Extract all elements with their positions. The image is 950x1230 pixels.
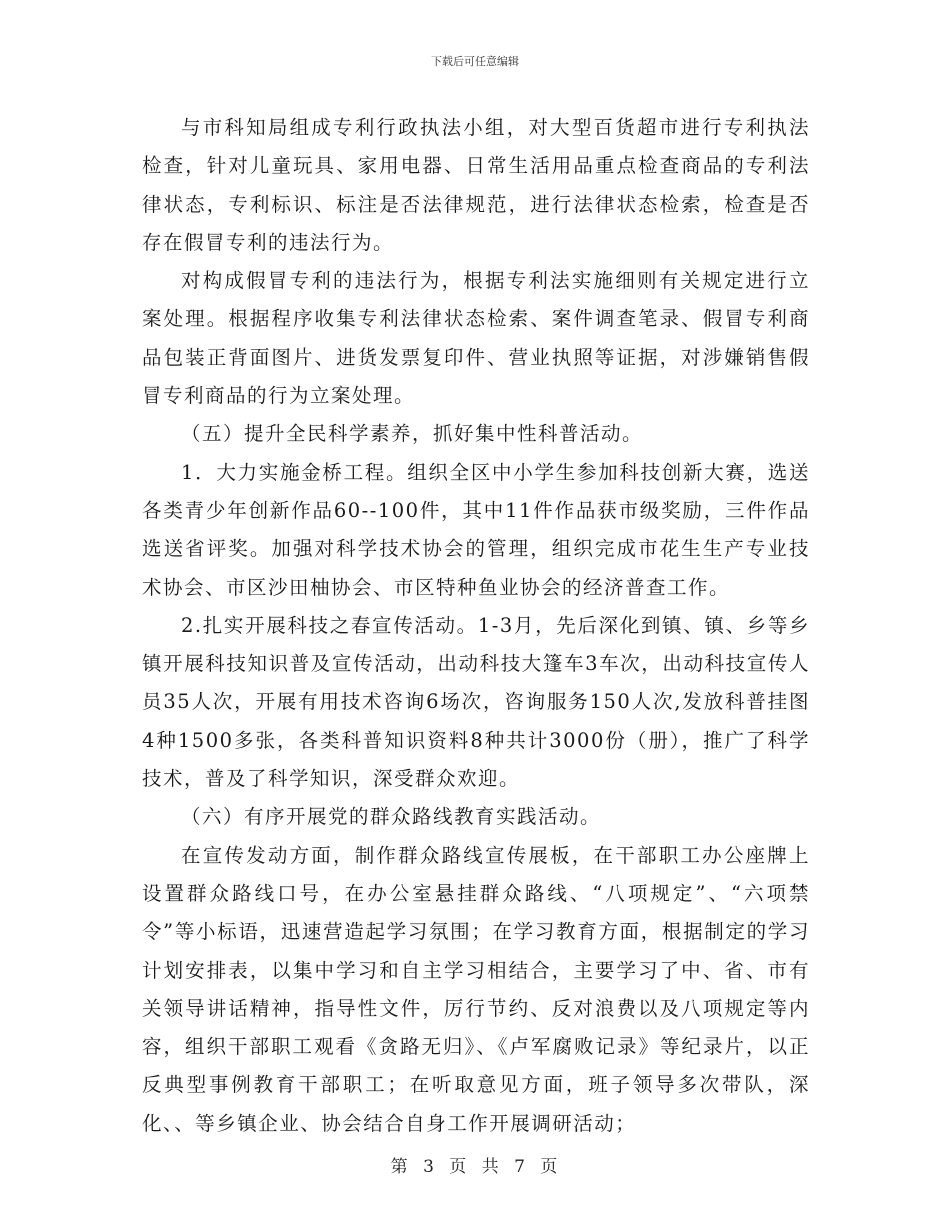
page-header: 下载后可任意编辑	[431, 55, 519, 68]
section-heading-mass-line: （六）有序开展党的群众路线教育实践活动。	[181, 805, 602, 829]
paragraph-spring-campaign: 2.扎实开展科技之春宣传活动。1-3月，先后深化到镇、镇、乡等乡镇开展科技知识普及宣传活动，出动科技大篷车3车次，出动科技宣传人员35人次，开展有用技术咨询6场次，咨询服务150人次,发放科普挂图4种1500多张，各类科普知识资料8种共计3000份（册），推广了科学技术，普及了科学知识，深受群众欢迎。	[142, 613, 810, 791]
paragraph-case-filing: 对构成假冒专利的违法行为，根据专利法实施细则有关规定进行立案处理。根据程序收集专利法律状态检索、案件调查笔录、假冒专利商品包装正背面图片、进货发票复印件、营业执照等证据，对涉嫌销售假冒专利商品的行为立案处理。	[142, 269, 810, 408]
page-footer: 第 3 页 共 7 页	[390, 1157, 560, 1177]
document-body	[142, 109, 810, 1143]
paragraph-golden-bridge: 1．大力实施金桥工程。组织全区中小学生参加科技创新大赛，选送各类青少年创新作品60--100件，其中11件作品获市级奖励，三件作品选送省评奖。加强对科学技术协会的管理，组织完成市花生生产专业技术协会、市区沙田柚协会、市区特种鱼业协会的经济普查工作。	[142, 460, 810, 599]
paragraph-patent-enforcement: 与市科知局组成专利行政执法小组，对大型百货超市进行专利执法检查，针对儿童玩具、家用电器、日常生活用品重点检查商品的专利法律状态，专利标识、标注是否法律规范，进行法律状态检索，检查是否存在假冒专利的违法行为。	[142, 116, 810, 254]
section-heading-science-literacy: （五）提升全民科学素养，抓好集中性科普活动。	[181, 422, 644, 446]
paragraph-mass-line-activities: 在宣传发动方面，制作群众路线宣传展板，在干部职工办公座牌上设置群众路线口号，在办公室悬挂群众路线、“八项规定”、“六项禁令”等小标语，迅速营造起学习氛围；在学习教育方面，根据制定的学习计划安排表，以集中学习和自主学习相结合，主要学习了中、省、市有关领导讲话精神，指导性文件，厉行节约、反对浪费以及八项规定等内容，组织干部职工观看《贪路无归》、《卢军腐败记录》等纪录片，以正反典型事例教育干部职工；在听取意见方面，班子领导多次带队，深化、、等乡镇企业、协会结合自身工作开展调研活动；	[142, 843, 810, 1135]
